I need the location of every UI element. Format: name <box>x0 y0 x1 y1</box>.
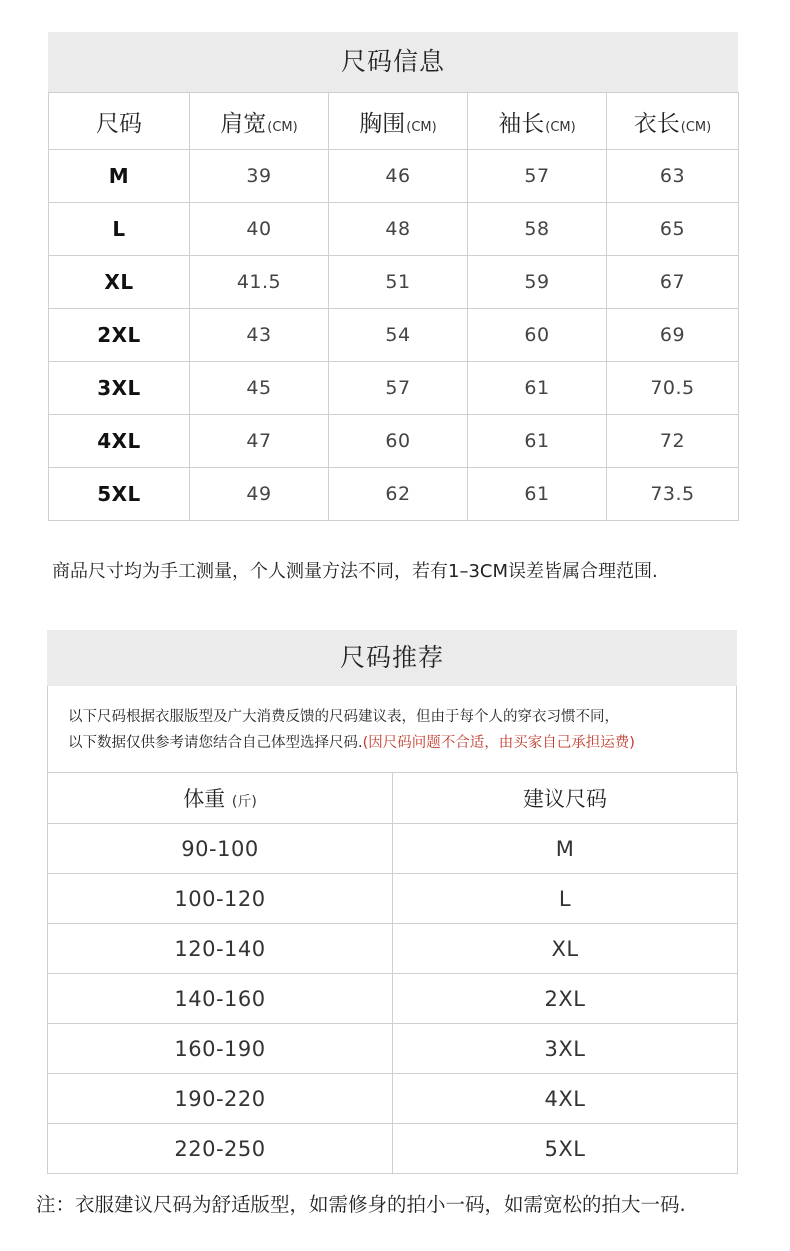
table-row <box>49 468 739 521</box>
size-info-header-row <box>49 93 739 150</box>
fit-note: 注：衣服建议尺码为舒适版型，如需修身的拍小一码，如需宽松的拍大一码. <box>36 1193 686 1216</box>
sleeve-cell: 61 <box>468 415 607 468</box>
table-row <box>48 874 738 924</box>
unit-label: (CM) <box>680 119 712 135</box>
table-row <box>48 1124 738 1174</box>
shoulder-cell: 41.5 <box>190 256 329 309</box>
description-line-1: 以下尺码根据衣服版型及广大消费反馈的尺码建议表，但由于每个人的穿衣习惯不同， <box>68 709 619 725</box>
table-row <box>48 824 738 874</box>
chest-cell: 54 <box>329 309 468 362</box>
table-row <box>49 309 739 362</box>
weight-cell: 120-140 <box>48 924 393 974</box>
recommended-size-cell: XL <box>393 924 738 974</box>
size-cell: L <box>49 203 190 256</box>
weight-cell: 140-160 <box>48 974 393 1024</box>
chest-cell: 60 <box>329 415 468 468</box>
table-row <box>49 203 739 256</box>
length-cell: 67 <box>607 256 739 309</box>
chest-cell: 57 <box>329 362 468 415</box>
size-cell: M <box>49 150 190 203</box>
size-rec-header-row <box>48 773 738 824</box>
shoulder-cell: 47 <box>190 415 329 468</box>
weight-cell: 100-120 <box>48 874 393 924</box>
unit-label: (CM) <box>406 119 437 135</box>
shipping-warning: (因尺码问题不合适，由买家自己承担运费) <box>362 735 635 751</box>
column-header-recommended-size: 建议尺码 <box>393 773 738 824</box>
column-header-size: 尺码 <box>49 93 190 150</box>
table-row <box>49 362 739 415</box>
size-rec-description <box>47 686 737 772</box>
weight-cell: 160-190 <box>48 1024 393 1074</box>
recommended-size-cell: L <box>393 874 738 924</box>
column-header-weight: 体重 (斤) <box>48 773 393 824</box>
length-cell: 72 <box>607 415 739 468</box>
table-row <box>49 415 739 468</box>
size-recommendation-section <box>47 630 737 1174</box>
sleeve-cell: 58 <box>468 203 607 256</box>
weight-cell: 190-220 <box>48 1074 393 1124</box>
shoulder-cell: 39 <box>190 150 329 203</box>
column-header-length: 衣长(CM) <box>607 93 739 150</box>
sleeve-cell: 60 <box>468 309 607 362</box>
recommended-size-cell: 4XL <box>393 1074 738 1124</box>
description-line-2: 以下数据仅供参考请您结合自己体型选择尺码.(因尺码问题不合适，由买家自己承担运费) <box>68 735 635 751</box>
weight-cell: 220-250 <box>48 1124 393 1174</box>
table-row <box>48 974 738 1024</box>
table-row <box>49 150 739 203</box>
length-cell: 70.5 <box>607 362 739 415</box>
sleeve-cell: 57 <box>468 150 607 203</box>
size-cell: 4XL <box>49 415 190 468</box>
shoulder-cell: 49 <box>190 468 329 521</box>
shoulder-cell: 45 <box>190 362 329 415</box>
length-cell: 69 <box>607 309 739 362</box>
recommended-size-cell: 2XL <box>393 974 738 1024</box>
chest-cell: 62 <box>329 468 468 521</box>
table-row <box>48 1024 738 1074</box>
shoulder-cell: 40 <box>190 203 329 256</box>
size-cell: 3XL <box>49 362 190 415</box>
unit-label: (CM) <box>267 119 298 135</box>
recommended-size-cell: 5XL <box>393 1124 738 1174</box>
size-rec-table <box>47 772 738 1174</box>
table-row <box>48 924 738 974</box>
size-rec-title: 尺码推荐 <box>47 630 737 686</box>
unit-label: (CM) <box>545 119 576 135</box>
recommended-size-cell: 3XL <box>393 1024 738 1074</box>
recommended-size-cell: M <box>393 824 738 874</box>
sleeve-cell: 59 <box>468 256 607 309</box>
size-cell: 5XL <box>49 468 190 521</box>
sleeve-cell: 61 <box>468 468 607 521</box>
size-cell: 2XL <box>49 309 190 362</box>
sleeve-cell: 61 <box>468 362 607 415</box>
length-cell: 63 <box>607 150 739 203</box>
column-header-sleeve: 袖长(CM) <box>468 93 607 150</box>
unit-label: (斤) <box>231 794 257 810</box>
column-header-shoulder: 肩宽(CM) <box>190 93 329 150</box>
measurement-note: 商品尺寸均为手工测量，个人测量方法不同，若有1–3CM误差皆属合理范围. <box>52 561 658 582</box>
table-row <box>48 1074 738 1124</box>
table-row <box>49 256 739 309</box>
chest-cell: 51 <box>329 256 468 309</box>
size-info-section <box>48 32 738 521</box>
size-info-table <box>48 92 739 521</box>
size-cell: XL <box>49 256 190 309</box>
length-cell: 65 <box>607 203 739 256</box>
chest-cell: 46 <box>329 150 468 203</box>
length-cell: 73.5 <box>607 468 739 521</box>
weight-cell: 90-100 <box>48 824 393 874</box>
shoulder-cell: 43 <box>190 309 329 362</box>
column-header-chest: 胸围(CM) <box>329 93 468 150</box>
size-info-title: 尺码信息 <box>48 32 738 92</box>
chest-cell: 48 <box>329 203 468 256</box>
